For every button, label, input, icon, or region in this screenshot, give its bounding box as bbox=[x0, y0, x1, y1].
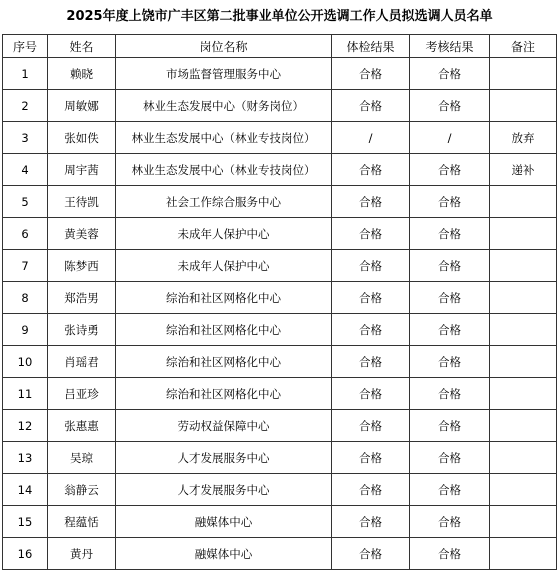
cell-post: 融媒体中心 bbox=[116, 506, 332, 538]
cell-name: 王待凯 bbox=[48, 186, 116, 218]
cell-post: 劳动权益保障中心 bbox=[116, 410, 332, 442]
cell-index: 8 bbox=[3, 282, 48, 314]
cell-name: 程蕴恬 bbox=[48, 506, 116, 538]
cell-note bbox=[490, 346, 557, 378]
cell-post: 未成年人保护中心 bbox=[116, 218, 332, 250]
cell-post: 社会工作综合服务中心 bbox=[116, 186, 332, 218]
cell-physical: 合格 bbox=[332, 474, 410, 506]
cell-post: 融媒体中心 bbox=[116, 538, 332, 570]
cell-index: 7 bbox=[3, 250, 48, 282]
cell-assessment: / bbox=[410, 122, 490, 154]
cell-post: 综治和社区网格化中心 bbox=[116, 346, 332, 378]
cell-physical: 合格 bbox=[332, 186, 410, 218]
cell-index: 3 bbox=[3, 122, 48, 154]
cell-post: 综治和社区网格化中心 bbox=[116, 314, 332, 346]
cell-name: 张诗勇 bbox=[48, 314, 116, 346]
table-row bbox=[3, 154, 557, 186]
cell-post: 人才发展服务中心 bbox=[116, 442, 332, 474]
cell-post: 人才发展服务中心 bbox=[116, 474, 332, 506]
cell-post: 林业生态发展中心（林业专技岗位） bbox=[116, 154, 332, 186]
table-row bbox=[3, 538, 557, 570]
cell-post: 综治和社区网格化中心 bbox=[116, 378, 332, 410]
table-row bbox=[3, 314, 557, 346]
cell-post: 未成年人保护中心 bbox=[116, 250, 332, 282]
header-post: 岗位名称 bbox=[116, 35, 332, 58]
cell-index: 1 bbox=[3, 58, 48, 90]
cell-physical: 合格 bbox=[332, 314, 410, 346]
table-row bbox=[3, 346, 557, 378]
table-row bbox=[3, 282, 557, 314]
cell-index: 16 bbox=[3, 538, 48, 570]
cell-note: 放弃 bbox=[490, 122, 557, 154]
cell-physical: 合格 bbox=[332, 506, 410, 538]
cell-post: 综治和社区网格化中心 bbox=[116, 282, 332, 314]
cell-name: 翁静云 bbox=[48, 474, 116, 506]
cell-note bbox=[490, 90, 557, 122]
cell-index: 6 bbox=[3, 218, 48, 250]
cell-physical: 合格 bbox=[332, 442, 410, 474]
cell-assessment: 合格 bbox=[410, 154, 490, 186]
cell-assessment: 合格 bbox=[410, 282, 490, 314]
cell-index: 10 bbox=[3, 346, 48, 378]
cell-post: 市场监督管理服务中心 bbox=[116, 58, 332, 90]
table-row bbox=[3, 378, 557, 410]
cell-physical: 合格 bbox=[332, 250, 410, 282]
cell-physical: 合格 bbox=[332, 538, 410, 570]
cell-assessment: 合格 bbox=[410, 250, 490, 282]
cell-assessment: 合格 bbox=[410, 58, 490, 90]
cell-assessment: 合格 bbox=[410, 410, 490, 442]
cell-name: 张如佚 bbox=[48, 122, 116, 154]
table-row bbox=[3, 122, 557, 154]
cell-physical: 合格 bbox=[332, 346, 410, 378]
cell-assessment: 合格 bbox=[410, 90, 490, 122]
table-row bbox=[3, 58, 557, 90]
cell-note bbox=[490, 314, 557, 346]
cell-name: 周敏娜 bbox=[48, 90, 116, 122]
table-row bbox=[3, 410, 557, 442]
cell-index: 5 bbox=[3, 186, 48, 218]
cell-note bbox=[490, 282, 557, 314]
cell-assessment: 合格 bbox=[410, 442, 490, 474]
cell-assessment: 合格 bbox=[410, 218, 490, 250]
cell-name: 肖瑶君 bbox=[48, 346, 116, 378]
cell-index: 9 bbox=[3, 314, 48, 346]
cell-index: 14 bbox=[3, 474, 48, 506]
cell-name: 赖晓 bbox=[48, 58, 116, 90]
cell-name: 黄丹 bbox=[48, 538, 116, 570]
cell-post: 林业生态发展中心（财务岗位） bbox=[116, 90, 332, 122]
header-note: 备注 bbox=[490, 35, 557, 58]
candidate-table bbox=[2, 34, 557, 570]
cell-physical: 合格 bbox=[332, 218, 410, 250]
cell-note bbox=[490, 218, 557, 250]
cell-physical: / bbox=[332, 122, 410, 154]
header-physical: 体检结果 bbox=[332, 35, 410, 58]
cell-physical: 合格 bbox=[332, 378, 410, 410]
cell-note bbox=[490, 506, 557, 538]
cell-note bbox=[490, 250, 557, 282]
cell-note bbox=[490, 58, 557, 90]
cell-assessment: 合格 bbox=[410, 346, 490, 378]
table-row bbox=[3, 474, 557, 506]
document-title: 2025年度上饶市广丰区第二批事业单位公开选调工作人员拟选调人员名单 bbox=[66, 9, 493, 24]
cell-note bbox=[490, 410, 557, 442]
cell-index: 15 bbox=[3, 506, 48, 538]
cell-assessment: 合格 bbox=[410, 314, 490, 346]
table-row bbox=[3, 250, 557, 282]
header-name: 姓名 bbox=[48, 35, 116, 58]
cell-name: 吴琼 bbox=[48, 442, 116, 474]
cell-post: 林业生态发展中心（林业专技岗位） bbox=[116, 122, 332, 154]
cell-assessment: 合格 bbox=[410, 538, 490, 570]
cell-name: 郑浩男 bbox=[48, 282, 116, 314]
header-index: 序号 bbox=[3, 35, 48, 58]
cell-physical: 合格 bbox=[332, 58, 410, 90]
cell-name: 张惠惠 bbox=[48, 410, 116, 442]
cell-index: 2 bbox=[3, 90, 48, 122]
table-header-row bbox=[3, 35, 557, 58]
cell-assessment: 合格 bbox=[410, 186, 490, 218]
header-assessment: 考核结果 bbox=[410, 35, 490, 58]
cell-name: 陈梦西 bbox=[48, 250, 116, 282]
cell-physical: 合格 bbox=[332, 90, 410, 122]
cell-index: 13 bbox=[3, 442, 48, 474]
cell-name: 周宇茜 bbox=[48, 154, 116, 186]
cell-index: 4 bbox=[3, 154, 48, 186]
cell-note bbox=[490, 378, 557, 410]
cell-note: 递补 bbox=[490, 154, 557, 186]
cell-physical: 合格 bbox=[332, 282, 410, 314]
cell-note bbox=[490, 442, 557, 474]
cell-assessment: 合格 bbox=[410, 378, 490, 410]
cell-physical: 合格 bbox=[332, 410, 410, 442]
cell-index: 11 bbox=[3, 378, 48, 410]
table-row bbox=[3, 506, 557, 538]
cell-assessment: 合格 bbox=[410, 474, 490, 506]
cell-index: 12 bbox=[3, 410, 48, 442]
table-row bbox=[3, 442, 557, 474]
cell-assessment: 合格 bbox=[410, 506, 490, 538]
cell-physical: 合格 bbox=[332, 154, 410, 186]
cell-note bbox=[490, 186, 557, 218]
cell-note bbox=[490, 538, 557, 570]
cell-name: 黄美蓉 bbox=[48, 218, 116, 250]
cell-name: 吕亚珍 bbox=[48, 378, 116, 410]
table-row bbox=[3, 218, 557, 250]
table-body bbox=[3, 58, 557, 570]
cell-note bbox=[490, 474, 557, 506]
table-row bbox=[3, 186, 557, 218]
table-row bbox=[3, 90, 557, 122]
